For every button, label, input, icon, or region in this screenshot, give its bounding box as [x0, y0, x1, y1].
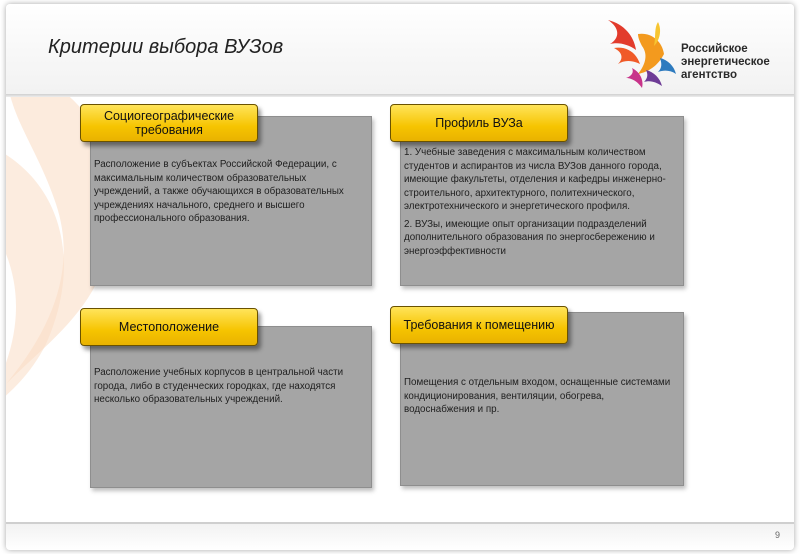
criteria-paragraph: Расположение в субъектах Российской Федерации, с максимальным количеством образовательных учреждений, а также обучающихся в образовательных учреждениях начального, среднего и высшего профессионального образования.: [94, 159, 344, 224]
logo-text-line3: агентство: [681, 69, 737, 81]
criteria-paragraph: 1. Учебные заведения с максимальным количеством студентов и аспирантов из числа ВУЗов данного города, имеющие факультеты, отделения и кафедры инженерно-строительного, архитектурного, политехнического, электротехнического и энергетического профиля.: [404, 147, 666, 212]
criteria-paragraph: Расположение учебных корпусов в центральной части города, либо в студенческих городках, где находятся несколько образовательных учреждений.: [94, 367, 344, 405]
criteria-text-location: [94, 366, 368, 411]
criteria-label-location: Местоположение: [80, 308, 258, 346]
criteria-label-profile: Профиль ВУЗа: [390, 104, 568, 142]
criteria-label-premises: Требования к помещению: [390, 306, 568, 344]
criteria-text-premises: [404, 376, 674, 421]
logo: [602, 14, 792, 92]
criteria-text-profile: [404, 146, 678, 262]
slide-title: Критерии выбора ВУЗов: [48, 36, 284, 58]
criteria-label-socio: Социогеографические требования: [80, 104, 258, 142]
logo-text-line2: энергетическое: [681, 56, 770, 68]
criteria-paragraph: 2. ВУЗы, имеющие опыт организации подразделений дополнительного образования по энергосбережению и энергоэффективности: [404, 218, 655, 257]
criteria-text-socio: [94, 158, 366, 230]
criteria-paragraph: Помещения с отдельным входом, оснащенные системами кондиционирования, вентиляции, обогрева, водоснабжения и пр.: [404, 377, 671, 415]
slide: [6, 4, 794, 550]
page-number: 9: [774, 530, 780, 540]
header-divider: [6, 94, 794, 97]
logo-text-line1: Российское: [681, 43, 748, 55]
footer-band: [6, 524, 794, 550]
firebird-icon: [602, 14, 680, 92]
